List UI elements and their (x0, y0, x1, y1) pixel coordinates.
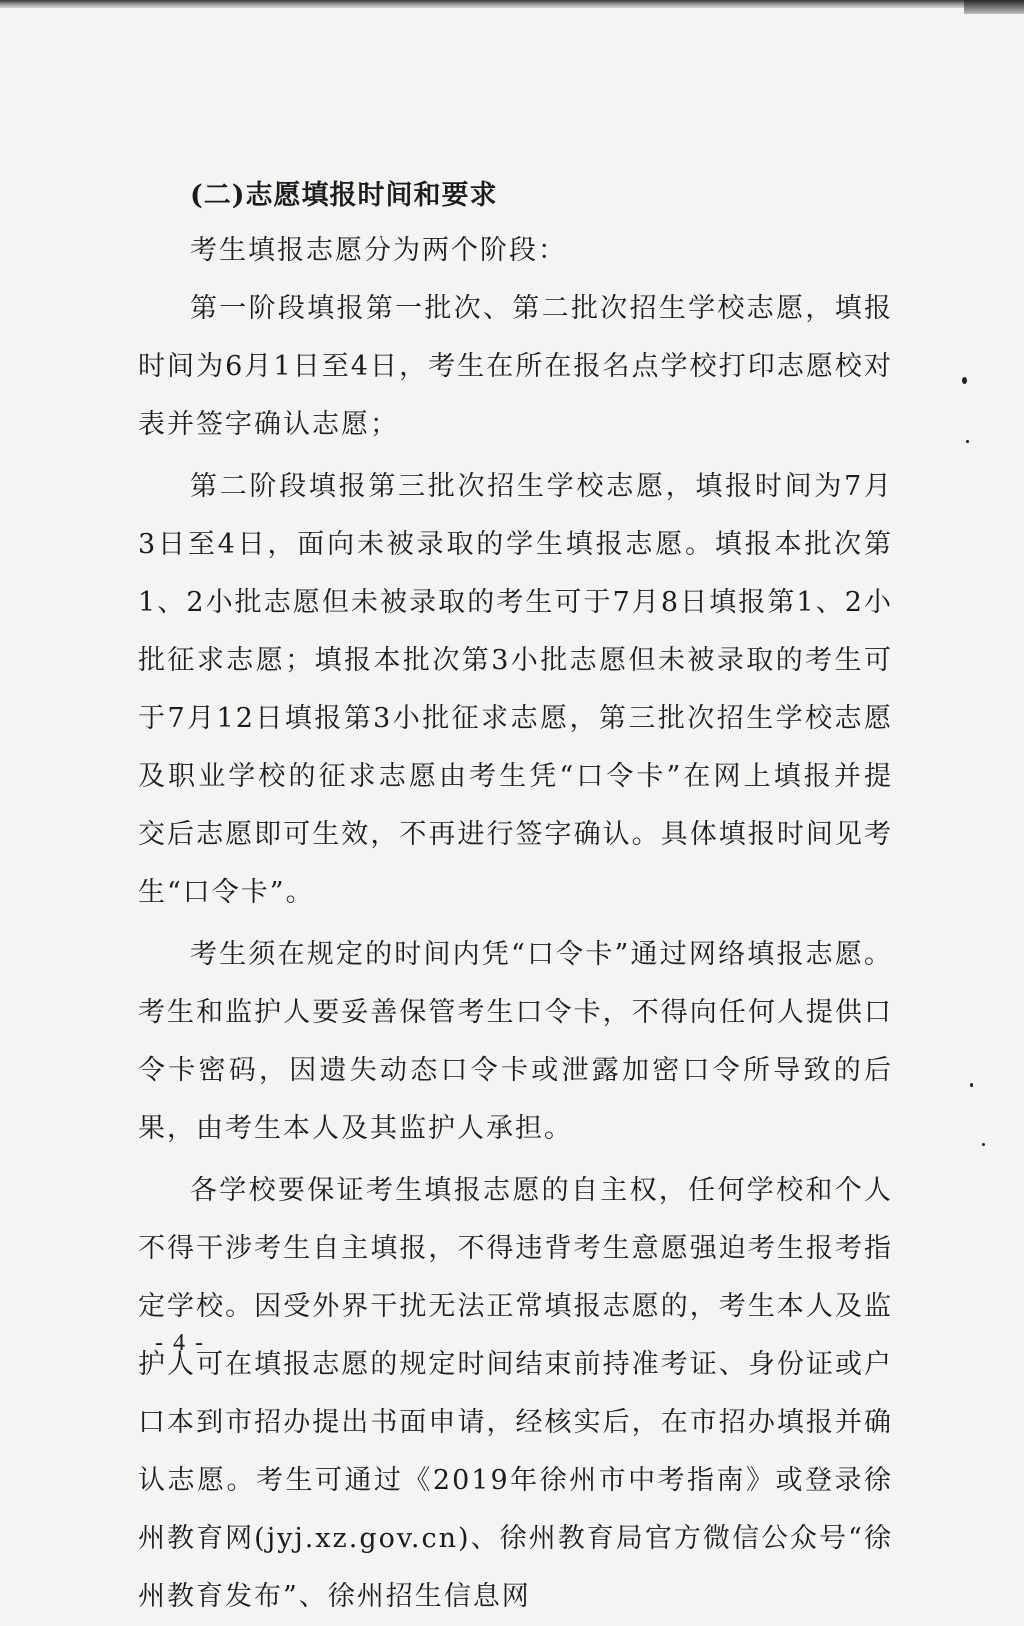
scan-speck (970, 1083, 973, 1087)
document-body (138, 170, 893, 1626)
paragraph-phase-two: 第二阶段填报第三批次招生学校志愿，填报时间为7月3日至4日，面向未被录取的学生填报志愿。填报本批次第1、2小批志愿但未被录取的考生可于7月8日填报第1、2小批征求志愿；填报本批次第3小批志愿但未被录取的考生可于7月12日填报第3小批征求志愿，第三批次招生学校志愿及职业学校的征求志愿由考生凭“口令卡”在网上填报并提交后志愿即可生效，不再进行签字确认。具体填报时间见考生“口令卡”。 (138, 471, 893, 908)
page-number: - 4 - (155, 1330, 205, 1356)
scan-speck (962, 377, 967, 384)
scan-top-corner (964, 0, 1024, 14)
paragraph-password-card: 考生须在规定的时间内凭“口令卡”通过网络填报志愿。考生和监护人要妥善保管考生口令卡，不得向任何人提供口令卡密码，因遗失动态口令卡或泄露加密口令所导致的后果，由考生本人及其监护人承担。 (138, 939, 893, 1144)
section-title: (二)志愿填报时间和要求 (190, 180, 498, 211)
scan-top-edge (0, 0, 1024, 8)
scan-speck (982, 1143, 985, 1146)
paragraph-phase-one: 第一阶段填报第一批次、第二批次招生学校志愿，填报时间为6月1日至4日，考生在所在报名点学校打印志愿校对表并签字确认志愿； (138, 293, 893, 440)
paragraph-school-requirements: 各学校要保证考生填报志愿的自主权，任何学校和个人不得干涉考生自主填报，不得违背考生意愿强迫考生报考指定学校。因受外界干扰无法正常填报志愿的，考生本人及监护人可在填报志愿的规定时间结束前持准考证、身份证或户口本到市招办提出书面申请，经核实后，在市招办填报并确认志愿。考生可通过《2019年徐州市中考指南》或登录徐州教育网(jyj.xz.gov.cn)、徐州教育局官方微信公众号“徐州教育发布”、徐州招生信息网 (138, 1175, 893, 1612)
scan-speck (966, 440, 969, 443)
paragraph-phases-intro: 考生填报志愿分为两个阶段： (190, 235, 567, 266)
